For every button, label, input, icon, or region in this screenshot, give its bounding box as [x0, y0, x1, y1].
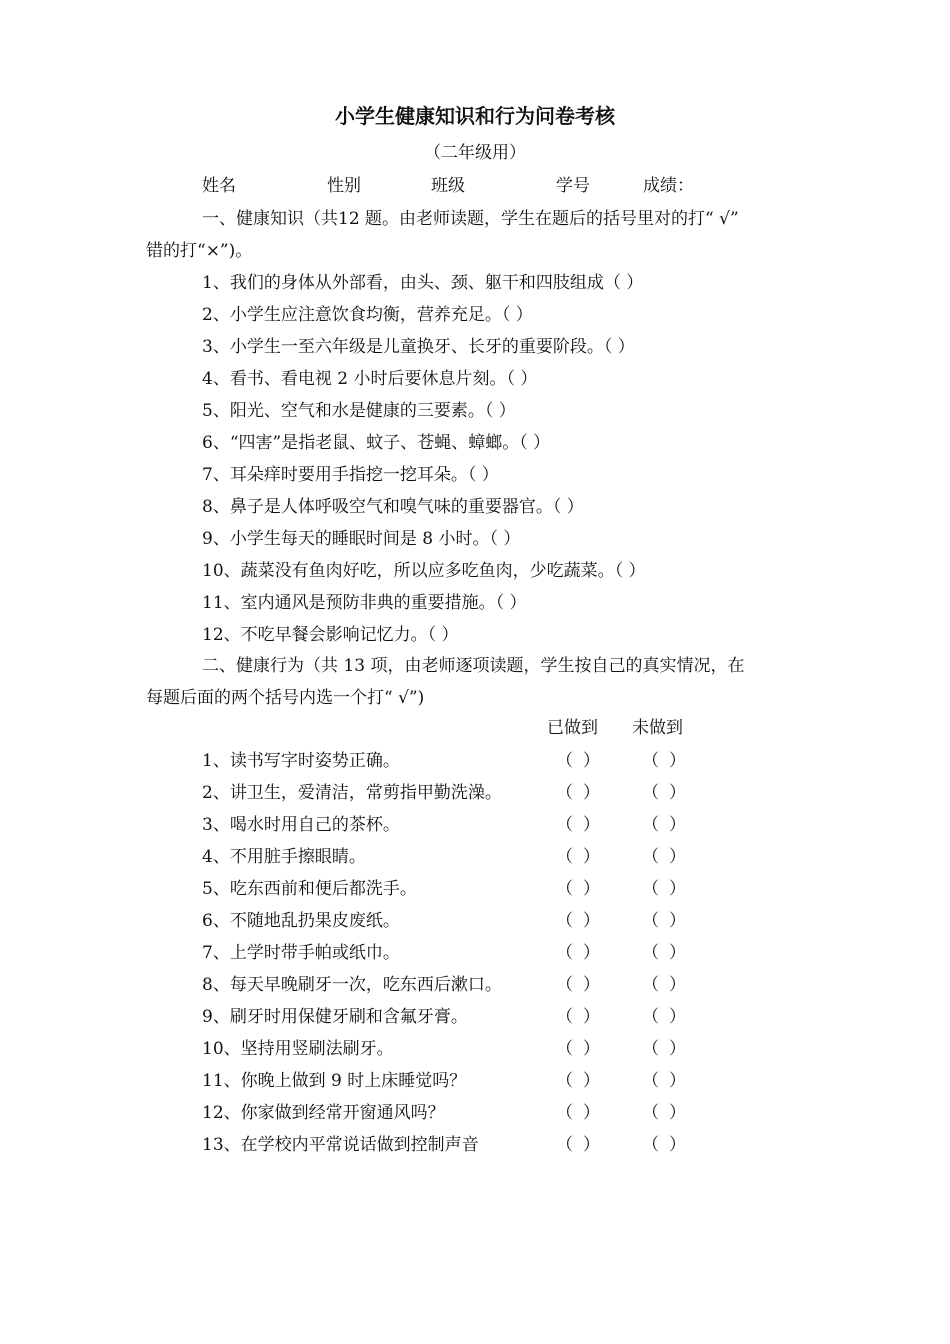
close-paren: ） [583, 815, 600, 835]
open-paren: （ [556, 751, 573, 771]
close-paren: ） [583, 1135, 600, 1155]
answer-not-done-parentheses[interactable] [642, 938, 686, 963]
close-paren: ） [583, 1103, 600, 1123]
open-paren: （ [556, 1039, 573, 1059]
column-header-done: 已做到 [547, 718, 598, 738]
column-header-not-done: 未做到 [632, 718, 683, 738]
section1-intro-line2: 错的打“×”)。 [146, 241, 253, 261]
close-paren: ） [583, 943, 600, 963]
behavior-question-text: 10、坚持用竖刷法刷牙。 [202, 1039, 394, 1059]
knowledge-question: 7、耳朵痒时要用手指挖一挖耳朵。（ ） [202, 465, 499, 485]
close-paren: ） [583, 1039, 600, 1059]
behavior-question-text: 12、你家做到经常开窗通风吗？ [202, 1103, 445, 1123]
behavior-question-row [202, 874, 762, 898]
answer-done-parentheses[interactable] [556, 938, 600, 963]
close-paren: ） [583, 847, 600, 867]
open-paren: （ [642, 975, 659, 995]
close-paren: ） [583, 975, 600, 995]
answer-done-parentheses[interactable] [556, 906, 600, 931]
student-number-label: 学号 [556, 176, 590, 196]
open-paren: （ [642, 751, 659, 771]
knowledge-question: 11、室内通风是预防非典的重要措施。（ ） [202, 593, 527, 613]
behavior-question-text: 5、吃东西前和便后都洗手。 [202, 879, 417, 899]
open-paren: （ [642, 911, 659, 931]
behavior-question-row [202, 842, 762, 866]
close-paren: ） [583, 1007, 600, 1027]
open-paren: （ [642, 1071, 659, 1091]
answer-not-done-parentheses[interactable] [642, 1098, 686, 1123]
open-paren: （ [642, 943, 659, 963]
name-label: 姓名 [202, 176, 236, 196]
answer-done-parentheses[interactable] [556, 1130, 600, 1155]
answer-not-done-parentheses[interactable] [642, 778, 686, 803]
answer-not-done-parentheses[interactable] [642, 874, 686, 899]
behavior-question-row [202, 1002, 762, 1026]
behavior-question-row [202, 1066, 762, 1090]
answer-done-parentheses[interactable] [556, 1002, 600, 1027]
open-paren: （ [642, 1007, 659, 1027]
open-paren: （ [642, 1039, 659, 1059]
open-paren: （ [642, 847, 659, 867]
behavior-question-text: 2、讲卫生，爱清洁，常剪指甲勤洗澡。 [202, 783, 502, 803]
behavior-question-row [202, 938, 762, 962]
behavior-question-row [202, 906, 762, 930]
open-paren: （ [556, 1007, 573, 1027]
answer-done-parentheses[interactable] [556, 746, 600, 771]
answer-not-done-parentheses[interactable] [642, 1066, 686, 1091]
knowledge-question: 8、鼻子是人体呼吸空气和嗅气味的重要器官。（ ） [202, 497, 584, 517]
open-paren: （ [556, 975, 573, 995]
knowledge-question: 5、阳光、空气和水是健康的三要素。（ ） [202, 401, 516, 421]
close-paren: ） [669, 1039, 686, 1059]
close-paren: ） [669, 783, 686, 803]
close-paren: ） [583, 783, 600, 803]
answer-not-done-parentheses[interactable] [642, 842, 686, 867]
document-title: 小学生健康知识和行为问卷考核 [335, 104, 615, 128]
behavior-question-text: 9、刷牙时用保健牙刷和含氟牙膏。 [202, 1007, 468, 1027]
close-paren: ） [669, 847, 686, 867]
answer-not-done-parentheses[interactable] [642, 746, 686, 771]
answer-done-parentheses[interactable] [556, 842, 600, 867]
behavior-question-text: 13、在学校内平常说话做到控制声音 [202, 1135, 479, 1155]
answer-done-parentheses[interactable] [556, 1066, 600, 1091]
open-paren: （ [556, 911, 573, 931]
close-paren: ） [583, 1071, 600, 1091]
knowledge-question: 10、蔬菜没有鱼肉好吃，所以应多吃鱼肉，少吃蔬菜。（ ） [202, 561, 646, 581]
open-paren: （ [642, 783, 659, 803]
close-paren: ） [669, 1007, 686, 1027]
knowledge-question: 6、“四害”是指老鼠、蚊子、苍蝇、蟑螂。（ ） [202, 433, 551, 453]
open-paren: （ [556, 879, 573, 899]
behavior-question-row [202, 1098, 762, 1122]
answer-not-done-parentheses[interactable] [642, 906, 686, 931]
close-paren: ） [669, 975, 686, 995]
open-paren: （ [642, 815, 659, 835]
open-paren: （ [556, 815, 573, 835]
answer-not-done-parentheses[interactable] [642, 970, 686, 995]
document-subtitle: （二年级用） [424, 143, 526, 163]
close-paren: ） [669, 751, 686, 771]
open-paren: （ [556, 943, 573, 963]
answer-done-parentheses[interactable] [556, 874, 600, 899]
behavior-question-text: 3、喝水时用自己的茶杯。 [202, 815, 400, 835]
close-paren: ） [669, 815, 686, 835]
answer-done-parentheses[interactable] [556, 970, 600, 995]
behavior-question-row [202, 778, 762, 802]
section1-intro-line1: 一、健康知识（共12 题。由老师读题，学生在题后的括号里对的打“ √” [202, 209, 739, 229]
section2-intro-line2: 每题后面的两个括号内选一个打“ √”) [146, 688, 425, 708]
behavior-question-row [202, 1130, 762, 1154]
behavior-question-text: 8、每天早晚刷牙一次，吃东西后漱口。 [202, 975, 502, 995]
behavior-question-row [202, 746, 762, 770]
gender-label: 性别 [327, 176, 361, 196]
answer-not-done-parentheses[interactable] [642, 810, 686, 835]
behavior-question-row [202, 810, 762, 834]
answer-not-done-parentheses[interactable] [642, 1130, 686, 1155]
answer-done-parentheses[interactable] [556, 810, 600, 835]
knowledge-question: 3、小学生一至六年级是儿童换牙、长牙的重要阶段。（ ） [202, 337, 635, 357]
behavior-question-row [202, 1034, 762, 1058]
knowledge-question: 4、看书、看电视 2 小时后要休息片刻。（ ） [202, 369, 538, 389]
close-paren: ） [583, 911, 600, 931]
behavior-question-text: 4、不用脏手擦眼睛。 [202, 847, 366, 867]
behavior-question-row [202, 970, 762, 994]
close-paren: ） [669, 1071, 686, 1091]
knowledge-question: 12、不吃早餐会影响记忆力。（ ） [202, 625, 459, 645]
behavior-question-text: 1、读书写字时姿势正确。 [202, 751, 400, 771]
knowledge-question: 1、我们的身体从外部看，由头、颈、躯干和四肢组成（ ） [202, 273, 644, 293]
open-paren: （ [642, 879, 659, 899]
open-paren: （ [556, 783, 573, 803]
answer-done-parentheses[interactable] [556, 1098, 600, 1123]
answer-done-parentheses[interactable] [556, 778, 600, 803]
open-paren: （ [556, 847, 573, 867]
class-label: 班级 [431, 176, 465, 196]
open-paren: （ [642, 1135, 659, 1155]
open-paren: （ [556, 1135, 573, 1155]
section2-intro-line1: 二、健康行为（共 13 项，由老师逐项读题，学生按自己的真实情况，在 [202, 656, 745, 676]
answer-done-parentheses[interactable] [556, 1034, 600, 1059]
open-paren: （ [556, 1103, 573, 1123]
knowledge-question: 2、小学生应注意饮食均衡，营养充足。（ ） [202, 305, 533, 325]
close-paren: ） [669, 879, 686, 899]
open-paren: （ [556, 1071, 573, 1091]
close-paren: ） [669, 911, 686, 931]
close-paren: ） [583, 879, 600, 899]
answer-not-done-parentheses[interactable] [642, 1034, 686, 1059]
knowledge-question: 9、小学生每天的睡眠时间是 8 小时。（ ） [202, 529, 521, 549]
behavior-question-text: 11、你晚上做到 9 时上床睡觉吗？ [202, 1071, 467, 1091]
score-label: 成绩： [643, 176, 694, 196]
close-paren: ） [669, 1135, 686, 1155]
close-paren: ） [583, 751, 600, 771]
close-paren: ） [669, 1103, 686, 1123]
answer-not-done-parentheses[interactable] [642, 1002, 686, 1027]
behavior-question-text: 7、上学时带手帕或纸巾。 [202, 943, 400, 963]
close-paren: ） [669, 943, 686, 963]
behavior-question-text: 6、不随地乱扔果皮废纸。 [202, 911, 400, 931]
open-paren: （ [642, 1103, 659, 1123]
